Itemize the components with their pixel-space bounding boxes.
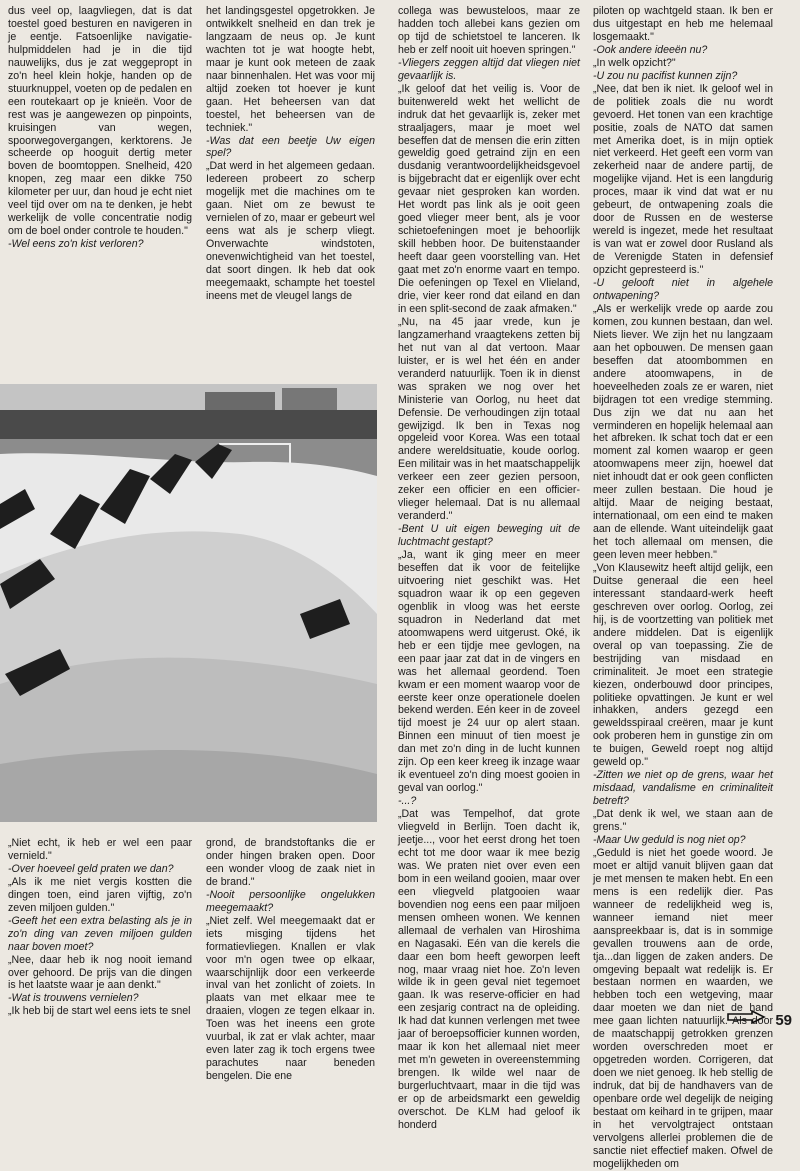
interviewer-question: -Geeft het een extra belasting als je in zo'n ding van zeven miljoen gulden naar boven moet? [8,914,192,953]
interviewer-question: -Wel eens zo'n kist verloren? [8,238,144,251]
interview-answer: „Niet zelf. Wel meegemaakt dat er iets misging tijdens het formatievliegen. Knallen er vlak voor m'n ogen twee op elkaar, waarschijnlijk door een verkeerde inval van het zonlicht of zoiets. In plaats van met elkaar mee te draaien, vlogen ze tegen elkaar in. Toen was het ineens een grote vuurbal, ik zat er vlak achter, maar even later zag ik toch ergens twee parachutes naar beneden bengelen. Die ene [206,914,375,1083]
interviewer-question: -Nooit persoonlijke ongelukken meegemaakt? [206,888,375,914]
interview-answer: „Als ik me niet vergis kostten die dingen toen, eind jaren vijftig, zo'n zeven miljoen gulden." [8,875,192,914]
interview-answer: grond, de brandstoftanks die er onder hingen braken open. Door een wonder vloog de zaak niet in de brand." [206,837,375,888]
interview-answer: piloten op wachtgeld staan. Ik ben er dus uitgestapt en heb me helemaal losgemaakt." [593,5,773,43]
interview-answer: „Ja, want ik ging meer en meer beseffen dat ik voor de feitelijke uitvoering niet geschikt was. Het squadron waar ik op een gegeven ogenblik in vloog was het eerste squadron in Nederland dat met atoomwapens werd uitgerust. Oké, ik heb er een tijdje mee gevlogen, na een paar jaar zat dat in de vingers en was het allemaal geordend. Toen kwam er een moment waarop voor de eerste keer onze operationele doelen bekend werden. Eén keer in de zoveel tijd moest je 24 uur op alert staan. Binnen een minuut of tien moest je dan met zo'n ding in de lucht kunnen zijn. Op een keer kreeg ik inzage waar ik eventueel zo'n ding moest gooien in geval van oorlog." [398,549,580,795]
interview-answer: „Dat werd in het algemeen gedaan. Iedereen probeert zo scherp mogelijk met die machines om te gaan. Niet om ze bewust te vernielen of zo, maar er gebeurt wel eens wat als je scherp vliegt. Onverwachte windstoten, onevenwichtigheid van het toestel, dat soort dingen. Ik heb dat ook meegemaakt, schampte het toestel ineens met de vleugel langs de [206,160,375,302]
interviewer-question: -U zou nu pacifist kunnen zijn? [593,69,738,82]
interviewer-question: -Bent U uit eigen beweging uit de luchtmacht gestapt? [398,523,580,549]
interview-answer: collega was bewusteloos, maar ze hadden toch allebei kans gezien om op tijd de schietstoel te lanceren. Ik heb er zelf nooit uit hoeven springen." [398,5,580,56]
interview-answer: „Niet echt, ik heb er wel een paar vernield." [8,837,192,862]
interviewer-question: -Maar Uw geduld is nog niet op? [593,834,746,846]
stadium-photo [0,384,377,822]
column-3 [398,5,580,1132]
interview-answer: het landingsgestel opgetrokken. Je ontwikkelt snelheid en dan trek je langzaam de neus op. Je kunt wachten tot je wat hoogte hebt, maar je kunt ook meteen de zaak naar binnenhalen. Het was voor mij altijd zoeken tot hoever je kunt gaan. Het beheersen van dat toestel, het beheersen van de techniek." [206,5,375,134]
column-2-top [206,5,375,303]
interviewer-question: -U gelooft niet in algehele ontwapening? [593,277,773,302]
interview-answer: „Dat denk ik wel, we staan aan de grens." [593,808,773,834]
interview-answer: „Nee, dat ben ik niet. Ik geloof wel in de politiek zoals die nu wordt gevoerd. Het tonen van een krachtige positie, zoals de NATO dat samen met Amerika doet, is in mijn optiek niet verkeerd. Het geeft een vorm van zekerheid naar de andere partij, de mogelijke vijand. Het is een langdurig proces, maar ik vind dat wat er nu gebeurt, de ontwapening zoals die door de Russen en de westerse wereld is ingezet, mede het resultaat is van wat er zowel door Rusland als de Verenigde Staten in defensief opzicht gepresteerd is." [593,82,773,277]
column-2-bottom [206,837,375,1083]
interview-answer: dus veel op, laagvliegen, dat is dat toestel goed besturen en navigeren in je eentje. Fatsoenlijke navigatie-hulpmiddelen had je in die tijd nauwelijks, dus je zat weggepropt in zo'n heel klein hokje, handen op de stuurknuppel, voeten op de pedalen en een routekaart op je knieën. Voor de rest was je aangewezen op pinpoints, kruisingen van wegen, spoorwegovergangen, kerktorens. Je scheerde op hooguit dertig meter boven de boomtoppen. Snelheid, 420 knopen, zeg maar een dikke 750 kilometer per uur, dan houd je echt niet veel tijd over om na te denken, je hebt werkelijk de volle concentratie nodig om de boel onder controle te houden." [8,5,192,238]
page-number: 59 [775,1012,792,1029]
column-4 [593,5,773,1171]
interview-answer: „Von Klausewitz heeft altijd gelijk, een Duitse generaal die een heel interessant standaard-werk heeft geschreven over oorlog. Oorlog, zei hij, is de voortzetting van politiek met andere middelen. Dat is eigenlijk overal op van toepassing. Zie de bestrijding van misdaad en criminaliteit. Je moet een strategie kiezen, onderbouwd door principes, politieke opvattingen. Je kunt er wel inhakken, anders gezegd een geweldsspiraal creëren, maar je kunt ook proberen hem in gunstige zin om te buigen, Geweld roept nog altijd geweld op." [593,561,773,769]
stadium-photo-image [0,384,377,822]
interviewer-question: -Zitten we niet op de grens, waar het misdaad, vandalisme en criminaliteit betreft? [593,769,773,808]
interview-answer: „Geduld is niet het goede woord. Je moet er altijd vanuit blijven gaan dat je met mensen te maken hebt. En een mens is een redelijk dier. Pas wanneer de redelijkheid weg is, wanneer iemand niet meer aanspreekbaar is, dat is in sommige gevallen trouwens aan de orde, tja...dan liggen de zaken anders. De omgeving bepaalt wat redelijk is. Er bestaan normen en waarden, we hebben toch een wetgeving, maar daar moeten we dan niet de hand mee gaan lichten natuurlijk. Als door de maatschappij getrokken grenzen worden overschreden moet er opgetreden worden. Corrigeren, dat doen we niet genoeg. Ik heb stellig de indruk, dat bij de handhavers van de openbare orde wel degelijk de neiging bestaat om keihard in te grijpen, maar in het vervolgtraject ontstaan vervolgens allerlei problemen die de sanctie niet effectief maken. Ofwel de mogelijkheden om [593,846,773,1170]
interviewer-question: -Vliegers zeggen altijd dat vliegen niet gevaarlijk is. [398,56,580,82]
interviewer-question: -Ook andere ideeën nu? [593,43,708,56]
interview-answer: „Nu, na 45 jaar vrede, kun je langzamerhand vraagtekens zetten bij het nut van al dat vertoon. Maar luister, er is wel het één en ander veranderd natuurlijk. Toen ik in dienst was spraken we nog over het Ministerie van Oorlog, nu heet dat Defensie. De verhoudingen zijn totaal gewijzigd. Ik ben in Texas nog opgeleid voor Korea. Was een totaal andere wereldsituatie, koude oorlog. Een militair was in het maatschappelijk verkeer een zeer gezien persoon, zeker een officier en een officier-vlieger helemaal. Dat is nu allemaal veranderd." [398,315,580,523]
interviewer-question: -Was dat een beetje Uw eigen spel? [206,134,375,160]
interviewer-question: -...? [398,795,417,808]
interview-answer: „In welk opzicht?" [593,56,676,69]
column-1-top [8,5,192,251]
column-1-bottom [8,837,192,1018]
interview-answer: „Dat was Tempelhof, dat grote vliegveld in Berlijn. Toen dacht ik, jeetje..., voor het eerst drong het toen echt tot me door waar ik mee bezig was. We praten niet over even een bom in een weiland gooien, maar over een vliegveld platgooien waar bovendien nog eens een paar miljoen mensen omheen wonen. We kennen allemaal de verhalen van Hiroshima en Nagasaki. Eén van die kerels die daar een bom heeft geworpen leeft nog, maar vraag niet hoe. Zo'n leven wilde ik in geen geval niet tegemoet gaan. Ik was reserve-officier en had een zesjarig contract na de opleiding. Ik had dat kunnen verlengen met twee jaar of beroepsofficier kunnen worden, maar ik kon het allemaal niet meer met m'n geweten in overeenstemming brengen. Ik wilde wel naar de burgerluchtvaart, maar in die tijd was er op de arbeidsmarkt een geweldig overschot. De KLM had geloof ik honderd [398,808,580,1131]
interview-answer: „Ik geloof dat het veilig is. Voor de buitenwereld wekt het wellicht de indruk dat het gevaarlijk is, zeker met straaljagers, maar je moet wel beseffen dat de mensen die erin zitten geweldig goed getraind zijn en een dusdanig verantwoordelijkheidsgevoel is bijgebracht dat er eigenlijk over echt gevaar niet gesproken kan worden. Het wordt pas link als je ooit geen goed vlieger meer bent, als je voor schietoefeningen moet je behoorlijk skill hebben hoor. De buitenstaander heeft daar geen voorstelling van. Het gaat met zo'n enorme vaart en tempo. Die oefeningen op Texel en Vlieland, drie, vier keer rond dat eiland en dan in een split-second de zaak afmaken." [398,82,580,315]
interview-answer: „Nee, daar heb ik nog nooit iemand over gehoord. De prijs van die dingen is het laatste waar je aan denkt." [8,953,192,992]
interviewer-question: -Over hoeveel geld praten we dan? [8,862,174,875]
continue-arrow-icon [726,1010,766,1024]
interview-answer: „Als er werkelijk vrede op aarde zou komen, zou kunnen bestaan, dan wel. Niets liever. We zijn het nu langzaam aan het opbouwen. De mensen gaan beseffen dat atoombommen en andere atoomwapens, in de hoeveelheden zoals ze er waren, niet bijdragen tot een vredige stemming. Dus zijn we dat nu aan het verminderen en hopelijk helemaal aan het afbreken. Ik schat toch dat er een moment zal komen waarop er geen atoomwapens meer zijn, hoewel dat niet inhoudt dat er ook geen conflicten meer zullen bestaan. Die houd je altijd. Maar de neiging bestaat, internationaal, om een eind te maken aan de ellende. Want uiteindelijk gaat het toch allemaal om mensen, die geen leven meer hebben." [593,302,773,562]
interviewer-question: -Wat is trouwens vernielen? [8,992,139,1005]
interview-answer: „Ik heb bij de start wel eens iets te snel [8,1005,191,1018]
